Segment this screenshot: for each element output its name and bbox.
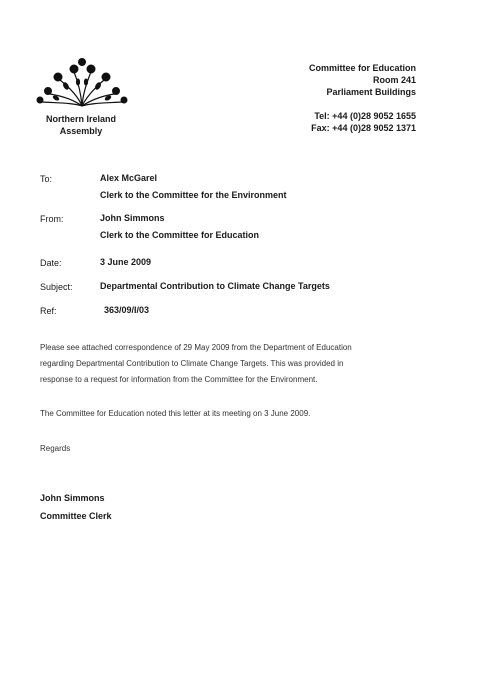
- telephone: Tel: +44 (0)28 9052 1655: [314, 111, 416, 121]
- body-line: The Committee for Education noted this letter at its meeting on 3 June 2009.: [40, 409, 311, 418]
- committee-address: [309, 62, 416, 98]
- assembly-logo: [34, 56, 130, 108]
- signature-block: [40, 489, 112, 525]
- to-title: Clerk to the Committee for the Environment: [100, 190, 287, 200]
- from-label: From:: [40, 214, 64, 224]
- from-title: Clerk to the Committee for Education: [100, 230, 260, 240]
- regards-text: Regards: [40, 444, 71, 453]
- from-value: [100, 210, 259, 244]
- to-value: [100, 170, 287, 204]
- address-line-3: Parliament Buildings: [326, 87, 416, 97]
- organization-name: [36, 113, 126, 137]
- org-line-1: Northern Ireland: [45, 114, 116, 124]
- signature-title: Committee Clerk: [40, 511, 112, 521]
- org-line-2: Assembly: [59, 126, 103, 136]
- regards: [40, 441, 430, 457]
- to-name: Alex McGarel: [100, 173, 158, 183]
- body-paragraph-1: [40, 340, 430, 388]
- contact-details: [311, 110, 416, 134]
- address-line-1: Committee for Education: [308, 63, 416, 73]
- body-line: Please see attached correspondence of 29 May 2009 from the Department of Education: [40, 343, 352, 352]
- body-paragraph-2: [40, 406, 430, 422]
- subject-label: Subject:: [40, 282, 73, 292]
- ref-label: Ref:: [40, 306, 57, 316]
- to-label: To:: [40, 174, 53, 184]
- body-line: response to a request for information from the Committee for the Environment.: [40, 375, 318, 384]
- date-value: 3 June 2009: [100, 257, 152, 267]
- body-line: regarding Departmental Contribution to Climate Change Targets. This was provided in: [40, 359, 344, 368]
- subject-value: Departmental Contribution to Climate Change Targets: [100, 281, 330, 291]
- from-name: John Simmons: [100, 213, 165, 223]
- ref-value: 363/09/I/03: [104, 305, 150, 315]
- address-line-2: Room 241: [372, 75, 416, 85]
- date-label: Date:: [40, 258, 62, 268]
- signature-name: John Simmons: [40, 493, 105, 503]
- fax: Fax: +44 (0)28 9052 1371: [311, 123, 416, 133]
